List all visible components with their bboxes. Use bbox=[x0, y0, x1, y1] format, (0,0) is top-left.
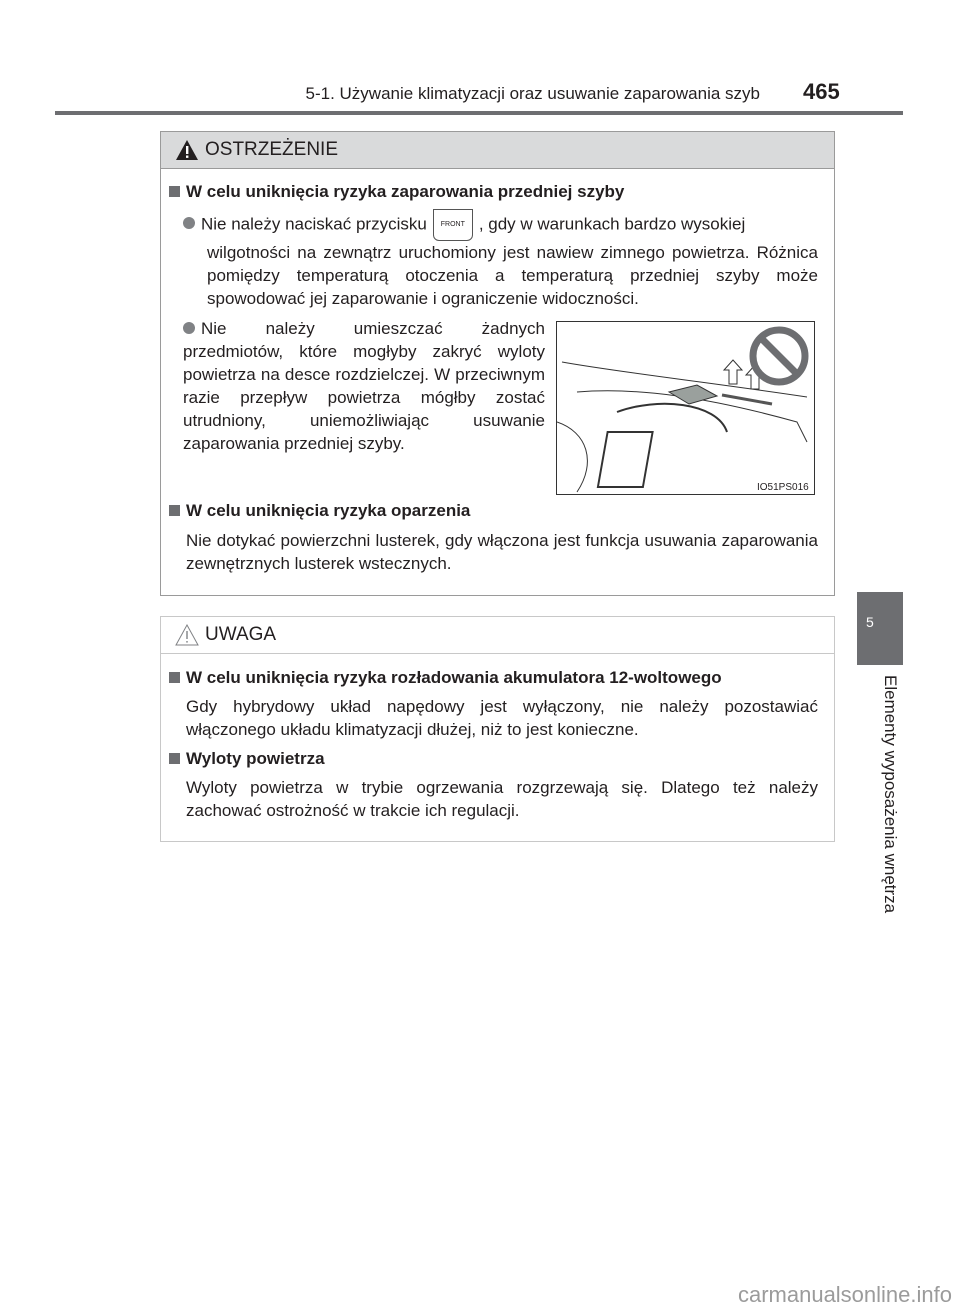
caution-title: UWAGA bbox=[205, 624, 277, 645]
page-number: 465 bbox=[803, 79, 840, 104]
caution-icon bbox=[175, 624, 199, 646]
caution-heading-battery: W celu uniknięcia ryzyka rozładowania akumulatora 12-woltowego bbox=[169, 668, 722, 688]
warning-heading-burn: W celu uniknięcia ryzyka oparzenia bbox=[169, 501, 470, 521]
caution-heading-vents: Wyloty powietrza bbox=[169, 749, 325, 769]
dashboard-vent-drawing bbox=[557, 322, 814, 494]
watermark: carmanualsonline.info bbox=[737, 1282, 952, 1307]
bullet-icon bbox=[183, 322, 195, 334]
figure-code: IO51PS016 bbox=[757, 482, 809, 493]
warning-heading-fog: W celu uniknięcia ryzyka zaparowania przedniej szyby bbox=[169, 182, 624, 202]
chapter-tab: 5 bbox=[857, 592, 903, 665]
warning-title: OSTRZEŻENIE bbox=[205, 139, 339, 160]
bullet-icon bbox=[183, 217, 195, 229]
caution-box bbox=[160, 616, 835, 842]
warning-header bbox=[161, 132, 834, 169]
warning-icon bbox=[175, 139, 199, 161]
dashboard-illustration bbox=[556, 321, 815, 495]
header-divider bbox=[55, 111, 903, 115]
warning-bullet-1-text: wilgotności na zewnątrz uruchomiony jest nawiew zimnego powietrza. Różnica pomiędzy temperaturą otoczenia a temperaturą przedniej szyby może spowodować jej zaparowanie i ograniczenie widoczności. bbox=[207, 243, 818, 308]
warning-box bbox=[160, 131, 835, 596]
warning-burn-text: Nie dotykać powierzchni lusterek, gdy włączona jest funkcja usuwania zaparowania zewnętrznych lusterek wstecznych. bbox=[186, 531, 818, 573]
warning-bullet-2: Nie należy umieszczać żadnych przedmiotów, które mogłyby zakryć wyloty powietrza na desce rozdzielczej. W przeciwnym razie przepływ powietrza mógłby zostać utrudniony, uniemożliwiając usuwanie zaparowania przedniej szyby. bbox=[183, 319, 545, 453]
section-header: 5-1. Używanie klimatyzacji oraz usuwanie zaparowania szyb bbox=[305, 84, 760, 103]
front-defogger-button-icon: FRONT bbox=[433, 209, 473, 241]
warning-bullet-1: Nie należy naciskać przycisku FRONT , gdy w warunkach bardzo wysokiej bbox=[183, 209, 818, 241]
caution-header bbox=[161, 617, 834, 654]
caution-battery-text: Gdy hybrydowy układ napędowy jest wyłączony, nie należy pozostawiać włączonego układu klimatyzacji dłużej, niż to jest konieczne. bbox=[186, 697, 818, 739]
chapter-title-vertical: Elementy wyposażenia wnętrza bbox=[881, 675, 900, 914]
caution-vents-text: Wyloty powietrza w trybie ogrzewania rozgrzewają się. Dlatego też należy zachować ostrożność w trakcie ich regulacji. bbox=[186, 778, 818, 820]
